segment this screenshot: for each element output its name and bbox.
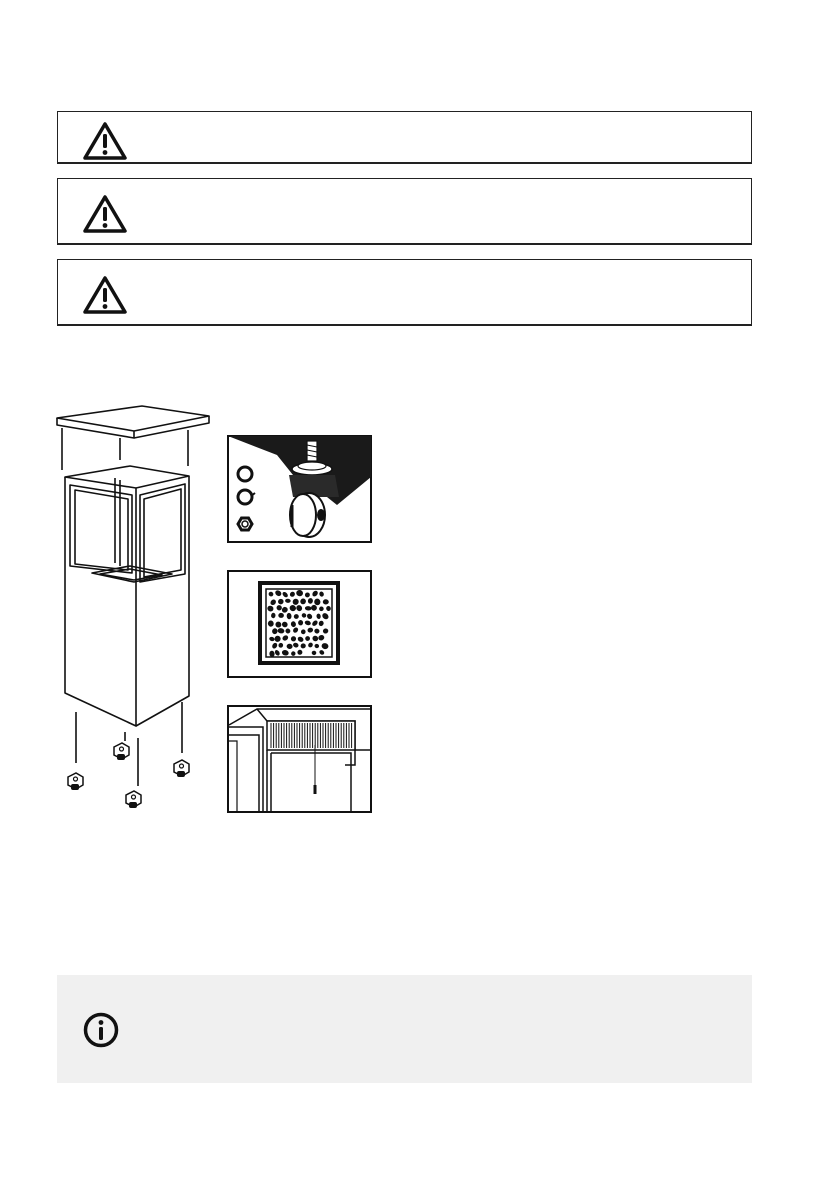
caster-icon <box>68 773 83 790</box>
caster-detail-illustration <box>227 435 372 543</box>
info-note-box <box>57 975 752 1083</box>
top-fixing-detail-illustration <box>227 705 372 813</box>
caster-detail-panel <box>227 435 372 543</box>
top-fixing-detail-panel <box>227 705 372 813</box>
caster-icon <box>114 743 129 760</box>
caster-icon <box>174 760 189 777</box>
warning-box <box>57 178 752 245</box>
warning-triangle-icon <box>82 194 128 234</box>
warning-triangle-icon <box>82 275 128 315</box>
warning-triangle-icon <box>82 121 128 161</box>
info-circle-icon <box>83 1012 119 1048</box>
lamp-assembly-illustration <box>52 398 212 808</box>
warning-box <box>57 259 752 326</box>
gravel-detail-panel <box>227 570 372 678</box>
warning-box <box>57 111 752 164</box>
gravel-detail-illustration <box>227 570 372 678</box>
caster-icon <box>126 791 141 808</box>
